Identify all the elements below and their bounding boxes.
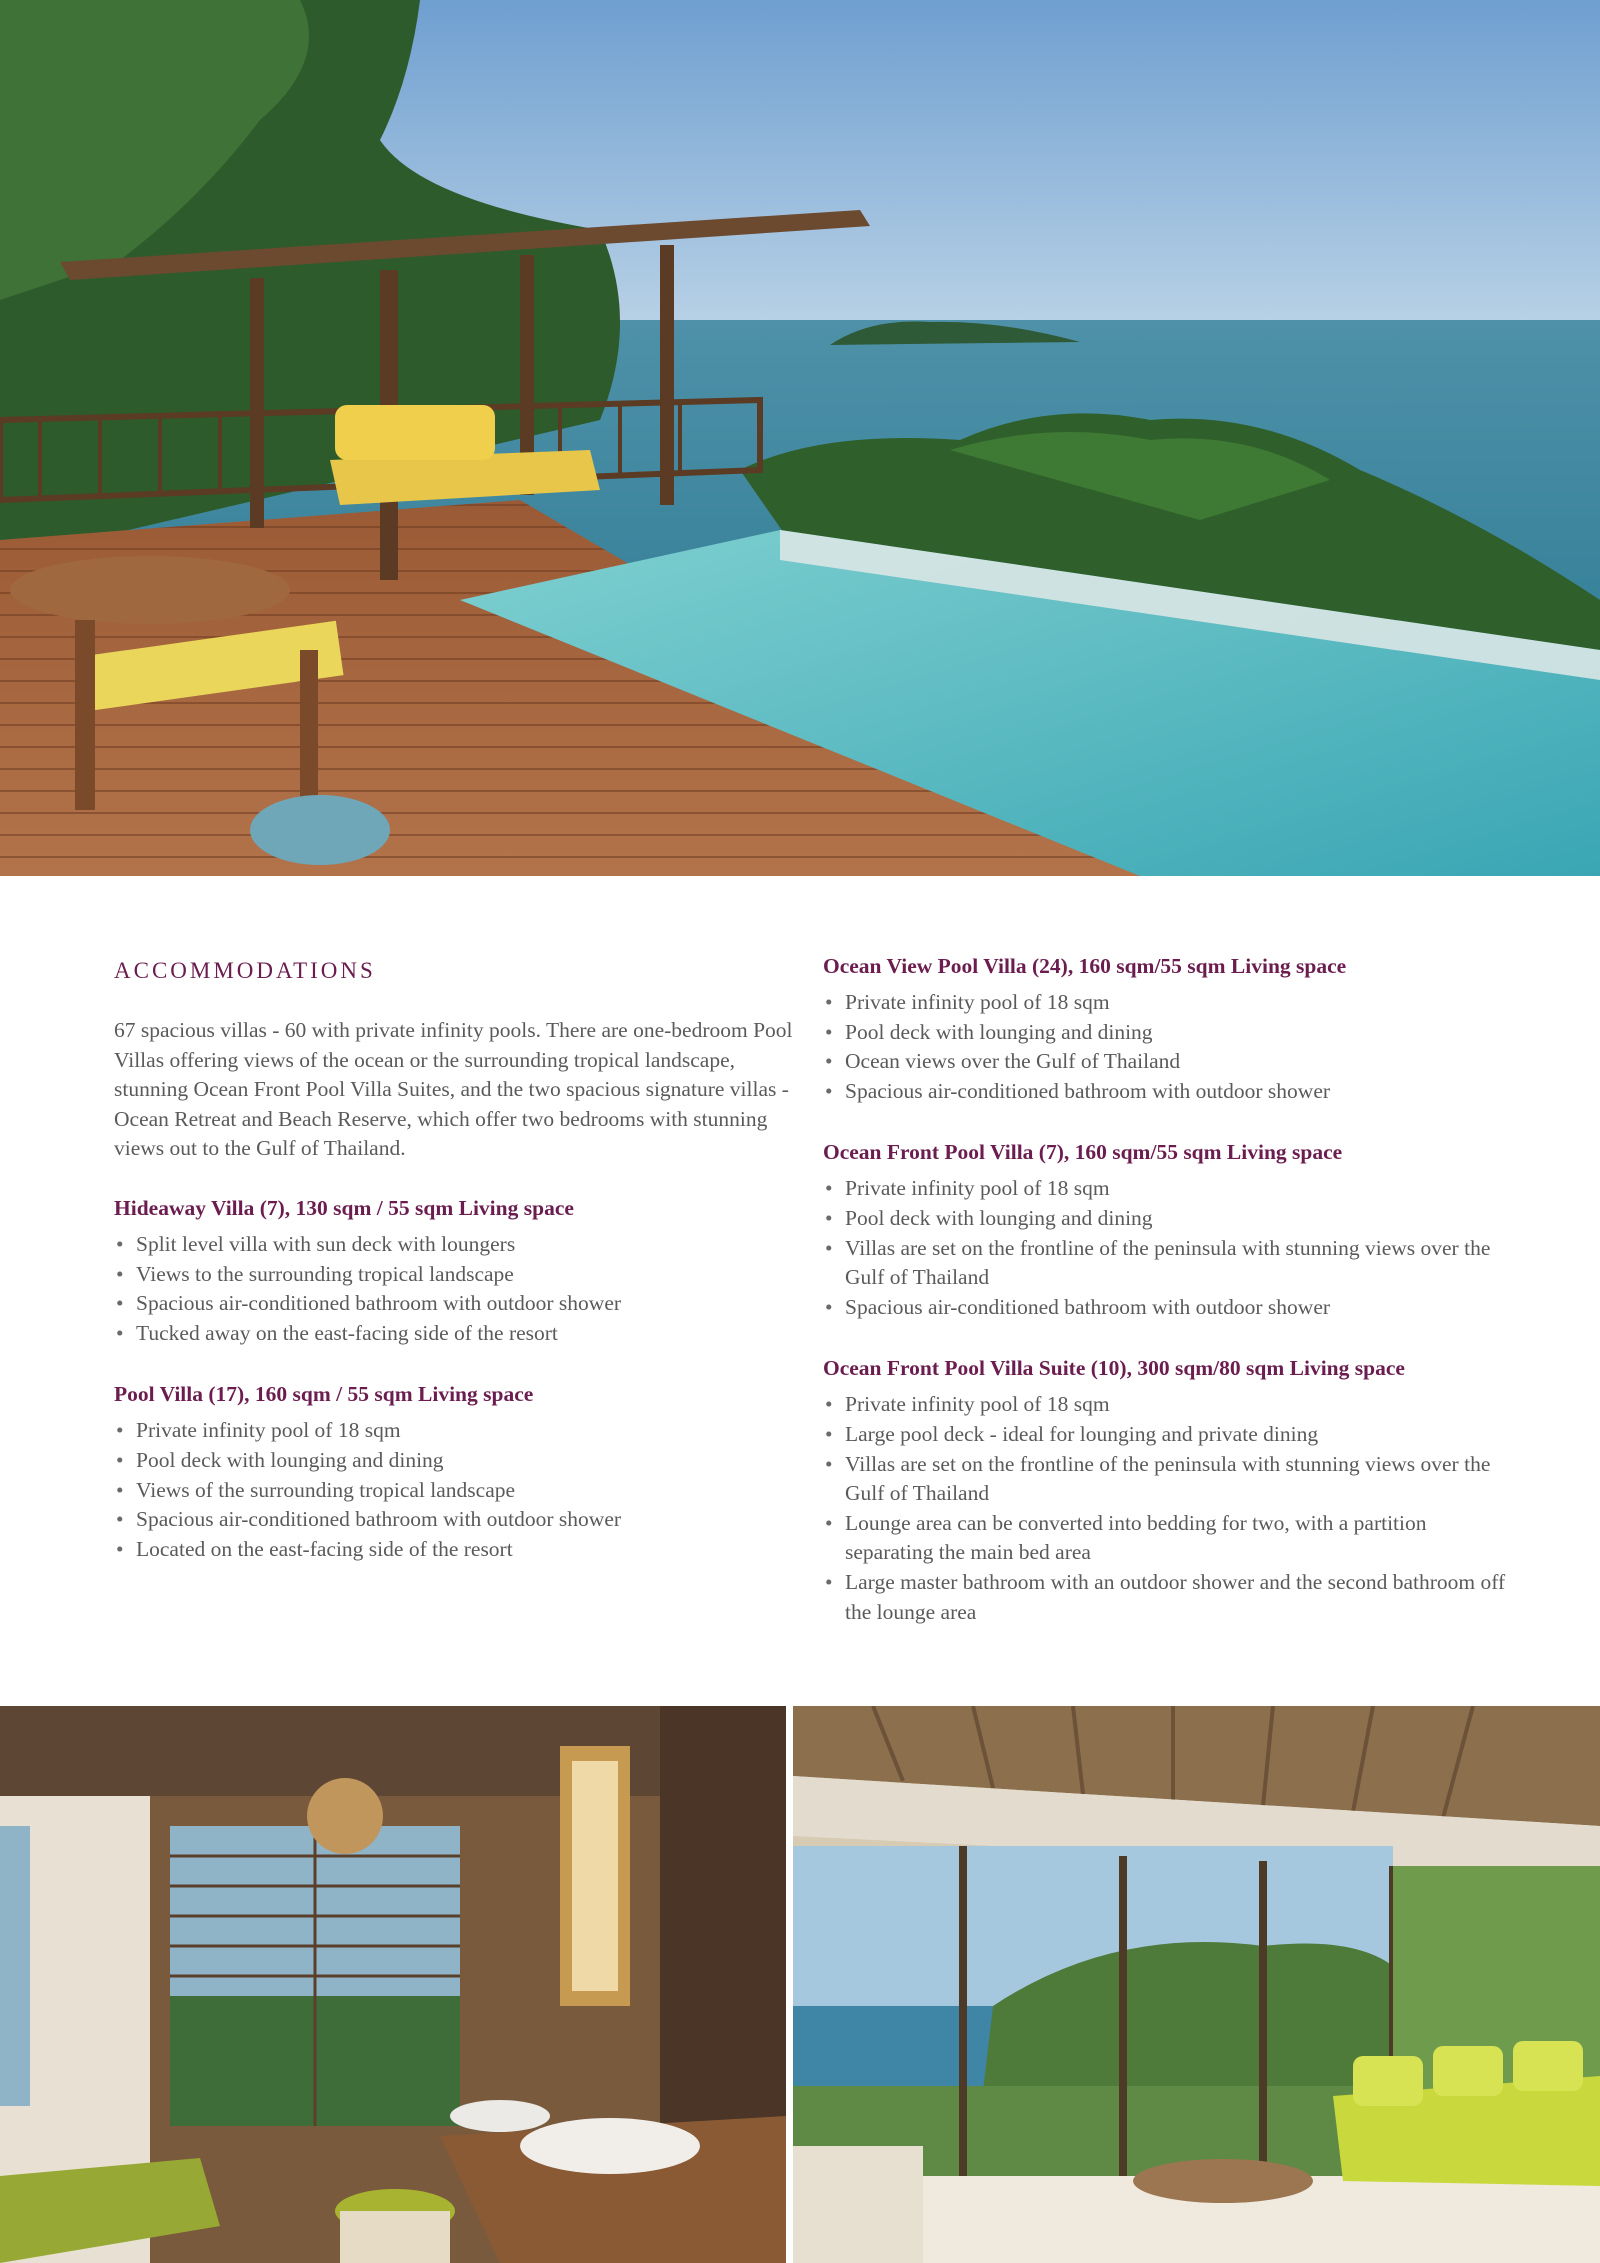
feature-list xyxy=(114,1416,794,1564)
right-column xyxy=(823,950,1513,1657)
bathroom-photo xyxy=(0,1706,786,2263)
feature-item: • Large pool deck - ideal for lounging and private dining xyxy=(823,1420,1513,1450)
feature-list xyxy=(114,1230,794,1348)
feature-item: • Located on the east-facing side of the resort xyxy=(114,1535,794,1565)
hero-photo xyxy=(0,0,1600,876)
feature-list xyxy=(823,1174,1513,1322)
infinity-pool-deck-ocean-view-photo xyxy=(0,0,1600,876)
feature-item: • Views of the surrounding tropical landscape xyxy=(114,1476,794,1506)
feature-item: • Tucked away on the east-facing side of the resort xyxy=(114,1319,794,1349)
feature-item: • Villas are set on the frontline of the peninsula with stunning views over the Gulf of Thailand xyxy=(823,1234,1513,1293)
villa-hideaway xyxy=(114,1192,794,1348)
villa-title: Ocean Front Pool Villa Suite (10), 300 sqm/80 sqm Living space xyxy=(823,1356,1405,1381)
villa-title: Pool Villa (17), 160 sqm / 55 sqm Living space xyxy=(114,1382,534,1407)
villa-pool xyxy=(114,1378,794,1564)
feature-item: • Ocean views over the Gulf of Thailand xyxy=(823,1047,1513,1077)
feature-item: • Pool deck with lounging and dining xyxy=(823,1018,1513,1048)
villa-bathroom-photo xyxy=(0,1706,786,2263)
feature-item: • Split level villa with sun deck with loungers xyxy=(114,1230,794,1260)
feature-item: • Lounge area can be converted into bedding for two, with a partition separating the main bed area xyxy=(823,1509,1513,1568)
feature-item: • Large master bathroom with an outdoor shower and the second bathroom off the lounge area xyxy=(823,1568,1513,1627)
left-column xyxy=(114,950,794,1594)
feature-item: • Spacious air-conditioned bathroom with outdoor shower xyxy=(114,1505,794,1535)
villa-ocean-front-pool xyxy=(823,1136,1513,1322)
feature-item: • Spacious air-conditioned bathroom with outdoor shower xyxy=(823,1077,1513,1107)
villa-ocean-view-pool xyxy=(823,950,1513,1106)
intro-paragraph: 67 spacious villas - 60 with private infinity pools. There are one-bedroom Pool Villas offering views of the ocean or the surrounding tropical landscape, stunning Ocean Front Pool Villa Suites, and the two spacious signature villas - Ocean Retreat and Beach Reserve, which offer two bedrooms with stunning views out to the Gulf of Thailand. xyxy=(114,1018,793,1161)
feature-list xyxy=(823,988,1513,1106)
feature-item: • Spacious air-conditioned bathroom with outdoor shower xyxy=(823,1293,1513,1323)
feature-item: • Villas are set on the frontline of the peninsula with stunning views over the Gulf of Thailand xyxy=(823,1450,1513,1509)
villa-title: Ocean View Pool Villa (24), 160 sqm/55 sqm Living space xyxy=(823,954,1347,978)
feature-item: • Private infinity pool of 18 sqm xyxy=(823,1390,1513,1420)
feature-item: • Private infinity pool of 18 sqm xyxy=(823,988,1513,1018)
villa-title: Ocean Front Pool Villa (7), 160 sqm/55 sqm Living space xyxy=(823,1140,1343,1165)
feature-item: • Private infinity pool of 18 sqm xyxy=(114,1416,794,1446)
villa-lounge-ocean-view-photo xyxy=(793,1706,1600,2263)
feature-item: • Pool deck with lounging and dining xyxy=(823,1204,1513,1234)
feature-list xyxy=(823,1390,1513,1627)
feature-item: • Private infinity pool of 18 sqm xyxy=(823,1174,1513,1204)
feature-item: • Views to the surrounding tropical landscape xyxy=(114,1260,794,1290)
villa-ocean-front-suite xyxy=(823,1352,1513,1627)
section-title: ACCOMMODATIONS xyxy=(114,958,376,983)
feature-item: • Spacious air-conditioned bathroom with outdoor shower xyxy=(114,1289,794,1319)
lounge-photo xyxy=(793,1706,1600,2263)
villa-title: Hideaway Villa (7), 130 sqm / 55 sqm Living space xyxy=(114,1195,574,1220)
feature-item: • Pool deck with lounging and dining xyxy=(114,1446,794,1476)
